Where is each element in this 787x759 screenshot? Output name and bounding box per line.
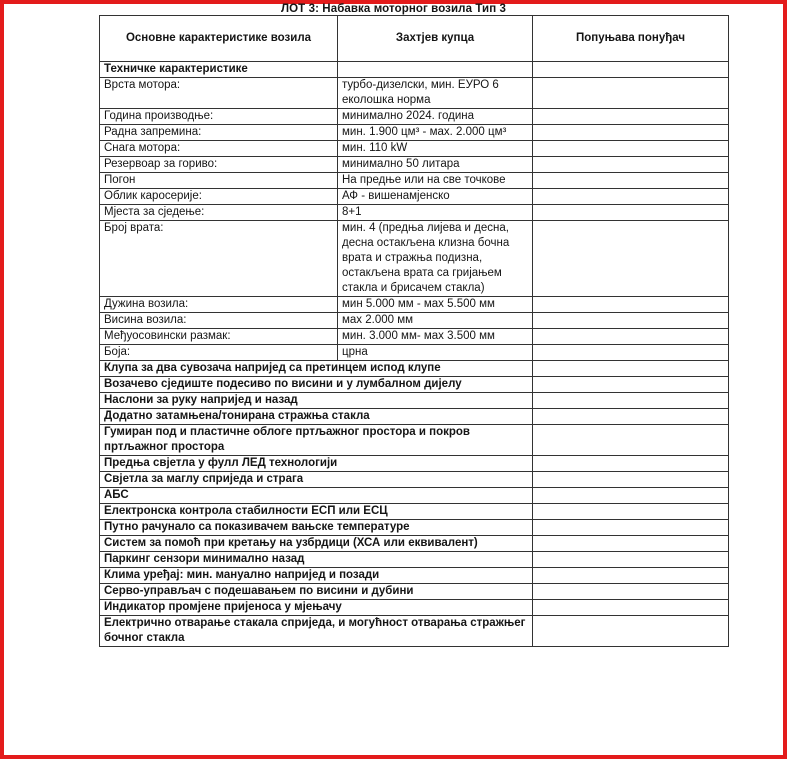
equipment-row — [100, 520, 729, 536]
spec-requirement: мах 2.000 мм — [338, 313, 533, 329]
header-row — [100, 16, 729, 62]
equipment-item: Возачево сједиште подесиво по висини и у лумбалном дијелу — [100, 377, 533, 393]
equipment-item: Наслони за руку напријед и назад — [100, 393, 533, 409]
spec-row — [100, 313, 729, 329]
spec-row — [100, 221, 729, 297]
equipment-row — [100, 409, 729, 425]
bidder-entry-cell[interactable] — [533, 297, 729, 313]
spec-name: Снага мотора: — [100, 141, 338, 157]
section-label: Техничке карактеристике — [100, 62, 338, 78]
equipment-item: Клима уређај: мин. мануално напријед и позади — [100, 568, 533, 584]
equipment-row — [100, 552, 729, 568]
bidder-entry-cell[interactable] — [533, 141, 729, 157]
spec-requirement: На предње или на све точкове — [338, 173, 533, 189]
spec-row — [100, 173, 729, 189]
equipment-row — [100, 568, 729, 584]
equipment-item: Индикатор промјене пријеноса у мјењачу — [100, 600, 533, 616]
bidder-entry-cell[interactable] — [533, 584, 729, 600]
equipment-row — [100, 616, 729, 647]
spec-requirement: мин. 3.000 мм- мах 3.500 мм — [338, 329, 533, 345]
equipment-row — [100, 488, 729, 504]
bidder-entry-cell[interactable] — [533, 393, 729, 409]
spec-name: Боја: — [100, 345, 338, 361]
bidder-entry-cell[interactable] — [533, 205, 729, 221]
spec-row — [100, 157, 729, 173]
spec-table — [99, 15, 729, 647]
equipment-row — [100, 600, 729, 616]
bidder-entry-cell[interactable] — [533, 568, 729, 584]
equipment-row — [100, 425, 729, 456]
spec-row — [100, 297, 729, 313]
spec-row — [100, 205, 729, 221]
section-row — [100, 62, 729, 78]
spec-row — [100, 141, 729, 157]
spec-requirement: црна — [338, 345, 533, 361]
spec-name: Мјеста за сједење: — [100, 205, 338, 221]
equipment-item: Гумиран под и пластичне облоге пртљажног простора и покров пртљажног простора — [100, 425, 533, 456]
spec-name: Врста мотора: — [100, 78, 338, 109]
column-header-requirement: Захтјев купца — [338, 16, 533, 62]
bidder-entry-cell[interactable] — [533, 361, 729, 377]
bidder-entry-cell[interactable] — [533, 157, 729, 173]
section-empty-cell — [533, 62, 729, 78]
bidder-entry-cell[interactable] — [533, 221, 729, 297]
spec-row — [100, 109, 729, 125]
equipment-item: Свјетла за маглу сприједа и страга — [100, 472, 533, 488]
bidder-entry-cell[interactable] — [533, 600, 729, 616]
spec-name: Међуосовински размак: — [100, 329, 338, 345]
equipment-row — [100, 584, 729, 600]
spec-name: Висина возила: — [100, 313, 338, 329]
spec-name: Број врата: — [100, 221, 338, 297]
bidder-entry-cell[interactable] — [533, 125, 729, 141]
spec-name: Облик каросерије: — [100, 189, 338, 205]
lot-title: ЛОТ 3: Набавка моторног возила Тип 3 — [280, 3, 507, 15]
equipment-item: Клупа за два сувозача напријед са претинцем испод клупе — [100, 361, 533, 377]
bidder-entry-cell[interactable] — [533, 616, 729, 647]
section-empty-cell — [338, 62, 533, 78]
spec-requirement: минимално 50 литара — [338, 157, 533, 173]
bidder-entry-cell[interactable] — [533, 78, 729, 109]
spec-requirement: минимално 2024. година — [338, 109, 533, 125]
equipment-row — [100, 393, 729, 409]
bidder-entry-cell[interactable] — [533, 377, 729, 393]
equipment-row — [100, 504, 729, 520]
bidder-entry-cell[interactable] — [533, 409, 729, 425]
spec-requirement: 8+1 — [338, 205, 533, 221]
bidder-entry-cell[interactable] — [533, 313, 729, 329]
equipment-item: Додатно затамњена/тонирана стражња стакла — [100, 409, 533, 425]
spec-name: Година производње: — [100, 109, 338, 125]
spec-name: Резервоар за гориво: — [100, 157, 338, 173]
spec-requirement: мин 5.000 мм - мах 5.500 мм — [338, 297, 533, 313]
spec-row — [100, 78, 729, 109]
spec-requirement: турбо-дизелски, мин. ЕУРО 6 еколошка норма — [338, 78, 533, 109]
spec-requirement: мин. 1.900 цм³ - мах. 2.000 цм³ — [338, 125, 533, 141]
bidder-entry-cell[interactable] — [533, 536, 729, 552]
spec-name: Погон — [100, 173, 338, 189]
equipment-row — [100, 456, 729, 472]
equipment-row — [100, 377, 729, 393]
column-header-offer: Попуњава понуђач — [533, 16, 729, 62]
equipment-row — [100, 472, 729, 488]
equipment-item: АБС — [100, 488, 533, 504]
bidder-entry-cell[interactable] — [533, 189, 729, 205]
spec-row — [100, 345, 729, 361]
equipment-item: Електронска контрола стабилности ЕСП или ЕСЦ — [100, 504, 533, 520]
equipment-item: Електрично отварање стакала сприједа, и могућност отварања стражњег бочног стакла — [100, 616, 533, 647]
equipment-row — [100, 361, 729, 377]
bidder-entry-cell[interactable] — [533, 109, 729, 125]
equipment-item: Систем за помоћ при кретању на узбрдици (ХСА или еквивалент) — [100, 536, 533, 552]
bidder-entry-cell[interactable] — [533, 425, 729, 456]
equipment-item: Путно рачунало са показивачем вањске температуре — [100, 520, 533, 536]
equipment-item: Предња свјетла у фулл ЛЕД технологији — [100, 456, 533, 472]
spec-row — [100, 189, 729, 205]
bidder-entry-cell[interactable] — [533, 488, 729, 504]
equipment-row — [100, 536, 729, 552]
spec-name: Радна запремина: — [100, 125, 338, 141]
spec-requirement: мин. 4 (предња лијева и десна, десна остакљена клизна бочна врата и стражња подизна, остакљена врата са гријањем стакла и брисачем стакла) — [338, 221, 533, 297]
column-header-characteristics: Основне карактеристике возила — [100, 16, 338, 62]
spec-name: Дужина возила: — [100, 297, 338, 313]
spec-row — [100, 329, 729, 345]
spec-row — [100, 125, 729, 141]
bidder-entry-cell[interactable] — [533, 552, 729, 568]
equipment-item: Серво-управљач с подешавањем по висини и дубини — [100, 584, 533, 600]
bidder-entry-cell[interactable] — [533, 456, 729, 472]
bidder-entry-cell[interactable] — [533, 504, 729, 520]
bidder-entry-cell[interactable] — [533, 520, 729, 536]
bidder-entry-cell[interactable] — [533, 173, 729, 189]
spec-requirement: мин. 110 kW — [338, 141, 533, 157]
bidder-entry-cell[interactable] — [533, 345, 729, 361]
equipment-item: Паркинг сензори минимално назад — [100, 552, 533, 568]
spec-requirement: АФ - вишенамјенско — [338, 189, 533, 205]
bidder-entry-cell[interactable] — [533, 472, 729, 488]
bidder-entry-cell[interactable] — [533, 329, 729, 345]
